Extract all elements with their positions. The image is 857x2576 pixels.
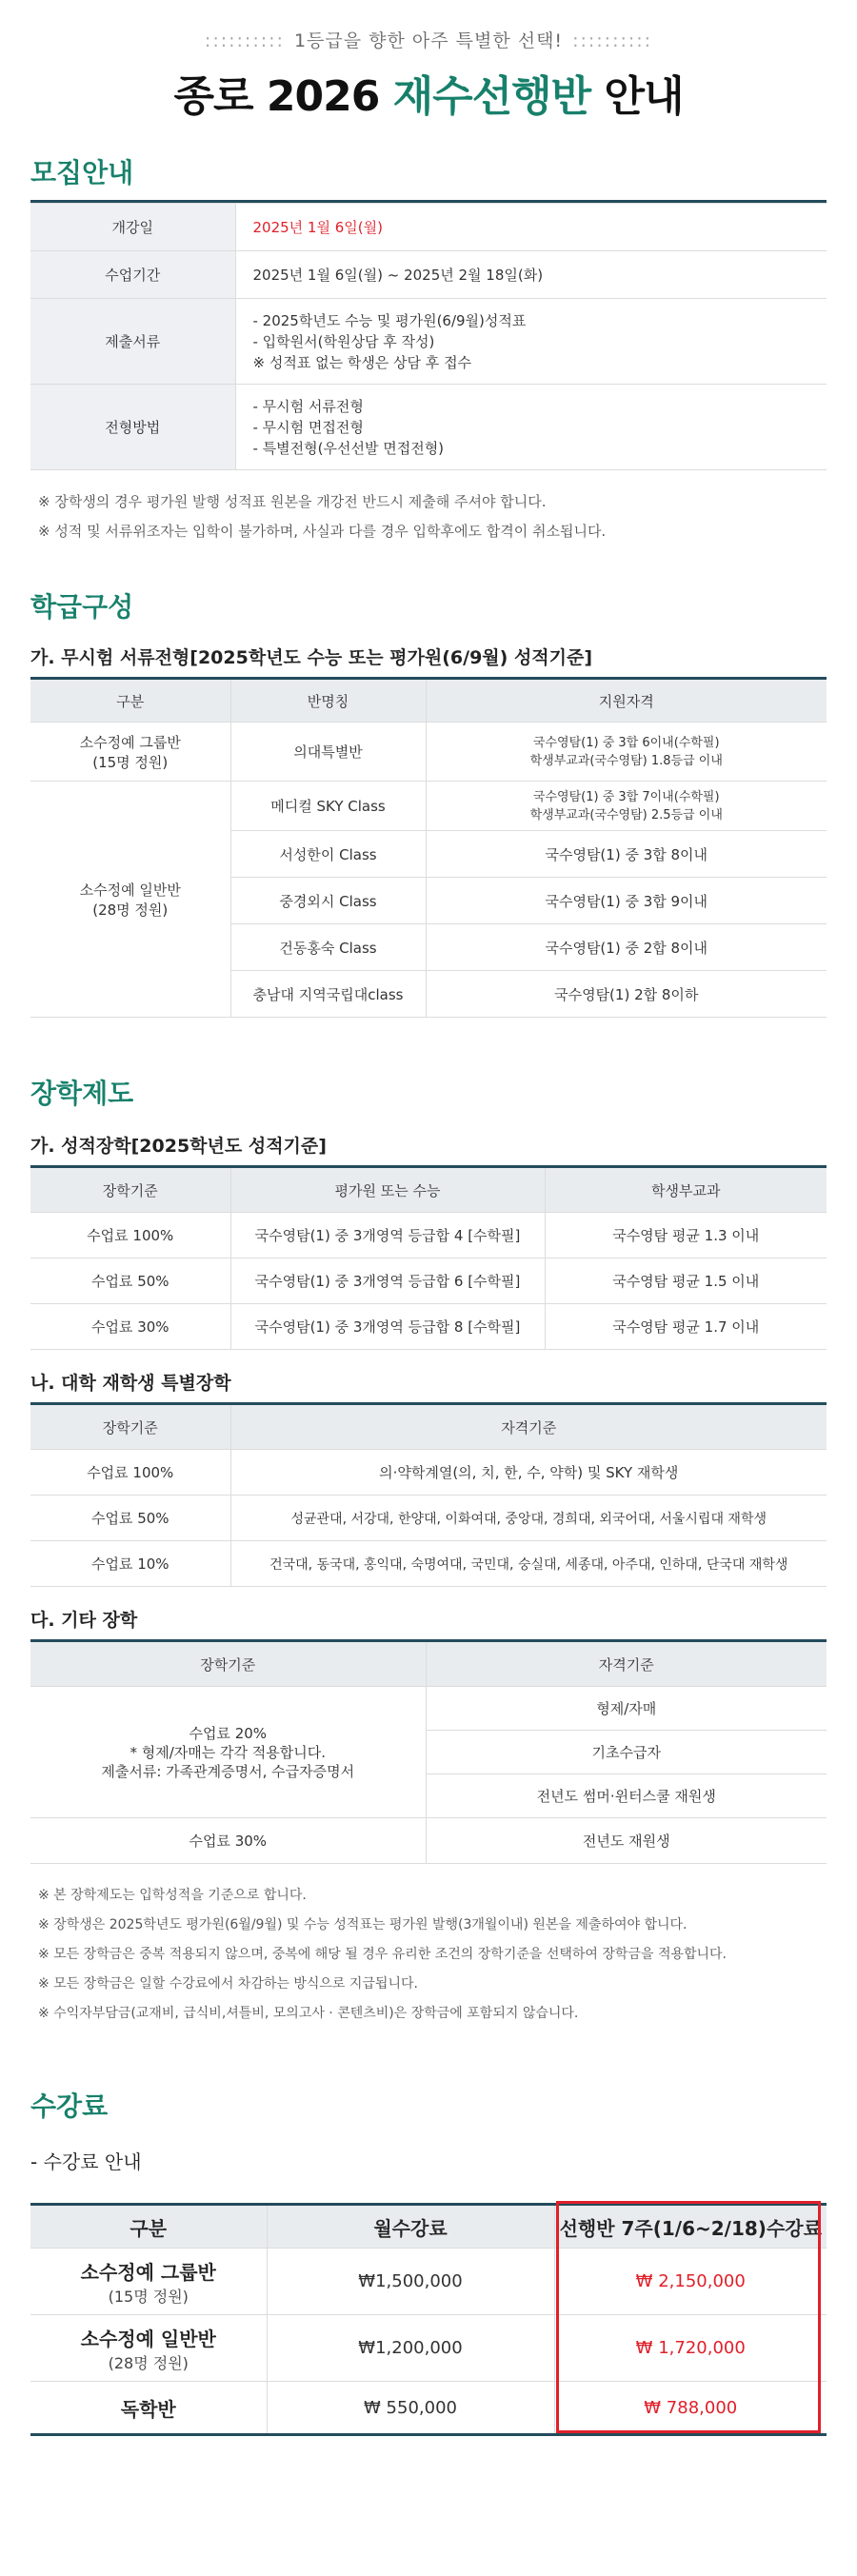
cell: 수업료 30%: [30, 1818, 426, 1864]
hero-title-highlight: 재수선행반: [392, 72, 591, 121]
class-qual: [426, 782, 827, 831]
cell: 전년도 재원생: [426, 1818, 827, 1864]
col-header: 구분: [30, 679, 230, 723]
recruit-section: [0, 152, 857, 546]
scholarship-b-subtitle: 나. 대학 재학생 특별장학: [30, 1373, 231, 1394]
cell: 국수영탐 평균 1.5 이내: [545, 1258, 827, 1304]
qual-line: 학생부교과(국수영탐) 1.8등급 이내: [529, 753, 723, 768]
hero-subtitle-text: 1등급을 향한 아주 특별한 선택!: [293, 30, 564, 51]
hero-dots-left: ::::::::::: [204, 30, 285, 51]
scholarship-b-table: [30, 1402, 827, 1587]
classes-subtitle: 가. 무시험 서류전형[2025학년도 수능 또는 평가원(6/9월) 성적기준]: [30, 647, 593, 668]
note: ※ 모든 장학금은 일할 수강료에서 차감하는 방식으로 지급됩니다.: [38, 1976, 418, 1991]
class-qual: 국수영탐(1) 중 3합 9이내: [426, 878, 827, 924]
qual-line: 국수영탐(1) 중 3합 7이내(수학필): [532, 789, 720, 804]
scholarship-c-table: [30, 1639, 827, 1864]
class-name: 의대특별반: [230, 723, 426, 782]
merged-line: 수업료 20%: [189, 1724, 268, 1742]
cell: 전년도 썸머·윈터스쿨 재원생: [426, 1774, 827, 1818]
start-date: 2025년 1월 6일(월): [252, 218, 383, 236]
doc-line: - 2025학년도 수능 및 평가원(6/9월)성적표: [252, 311, 527, 329]
method-line: - 특별전형(우선선발 면접전형): [252, 439, 445, 457]
recruit-value: [235, 251, 827, 299]
col-header: 학생부교과: [545, 1167, 827, 1213]
merged-line: 제출서류: 가족관계증명서, 수급자증명서: [101, 1762, 355, 1780]
table-header-row: [30, 2205, 827, 2249]
table-row: [30, 1496, 827, 1541]
recruit-value: [235, 299, 827, 385]
hero-title-prefix: 종로 2026: [173, 72, 393, 121]
note: ※ 수익자부담금(교재비, 급식비,셔틀비, 모의고사 · 콘텐츠비)은 장학금에 포함되지 않습니다.: [38, 2006, 579, 2021]
qual-line: 학생부교과(국수영탐) 2.5등급 이내: [529, 807, 723, 822]
recruit-table: [30, 203, 827, 470]
hero-subtitle: [0, 27, 857, 52]
tuition-name: 소수정예 일반반: [80, 2327, 216, 2350]
class-name: 중경외시 Class: [230, 878, 426, 924]
classes-title: 학급구성: [30, 591, 134, 623]
recruit-title: 모집안내: [30, 152, 827, 203]
table-row: [30, 2382, 827, 2435]
table-row: [30, 723, 827, 782]
class-qual: 국수영탐(1) 2합 8이하: [426, 971, 827, 1018]
scholarship-a-subtitle: 가. 성적장학[2025학년도 성적기준]: [30, 1136, 327, 1157]
col-header: 장학기준: [30, 1404, 230, 1450]
group-label: 소수정예 그룹반: [79, 733, 181, 751]
classes-section: [0, 586, 857, 1018]
method-line: - 무시험 면접전형: [252, 418, 364, 436]
cell: 국수영탐(1) 중 3개영역 등급합 4 [수학필]: [230, 1213, 545, 1258]
cell: 수업료 100%: [30, 1450, 230, 1496]
table-row: [30, 1818, 827, 1864]
merged-line: * 형제/자매는 각각 적용합니다.: [130, 1743, 326, 1761]
table-row: [30, 1304, 827, 1350]
col-header: 월수강료: [267, 2205, 554, 2249]
table-row: [30, 2315, 827, 2382]
scholarship-a-table: [30, 1165, 827, 1350]
monthly-fee: ₩1,200,000: [267, 2315, 554, 2382]
class-qual: [426, 723, 827, 782]
col-header: 반명칭: [230, 679, 426, 723]
col-header: 장학기준: [30, 1167, 230, 1213]
cell: 건국대, 동국대, 홍익대, 숙명여대, 국민대, 숭실대, 세종대, 아주대, 인하대, 단국대 재학생: [230, 1541, 827, 1587]
cell: 성균관대, 서강대, 한양대, 이화여대, 중앙대, 경희대, 외국어대, 서울시립대 재학생: [230, 1496, 827, 1541]
recruit-label: 개강일: [30, 204, 235, 251]
cell: 국수영탐(1) 중 3개영역 등급합 6 [수학필]: [230, 1258, 545, 1304]
table-row: [30, 1541, 827, 1587]
tuition-table: [30, 2203, 827, 2436]
table-header-row: [30, 1167, 827, 1213]
cell: 수업료 50%: [30, 1258, 230, 1304]
method-line: - 무시험 서류전형: [252, 397, 364, 415]
cell: 형제/자매: [426, 1687, 827, 1731]
tuition-title: 수강료: [30, 2091, 109, 2122]
class-period: 2025년 1월 6일(월) ~ 2025년 2월 18일(화): [252, 266, 544, 284]
hero: [0, 0, 857, 133]
recruit-notes: [30, 470, 827, 546]
monthly-fee: ₩ 550,000: [267, 2382, 554, 2435]
recruit-row: [30, 204, 827, 251]
class-name: 서성한이 Class: [230, 831, 426, 878]
scholarship-c-subtitle: 다. 기타 장학: [30, 1610, 138, 1631]
table-header-row: [30, 1641, 827, 1687]
scholarship-title: 장학제도: [30, 1078, 134, 1109]
hero-dots-right: ::::::::::: [572, 30, 653, 51]
tuition-name: 독학반: [120, 2397, 176, 2421]
total-fee: ₩ 1,720,000: [554, 2315, 827, 2382]
tuition-name-cell: [30, 2382, 267, 2435]
col-header: 지원자격: [426, 679, 827, 723]
tuition-count: (15명 정원): [108, 2287, 189, 2306]
doc-line: - 입학원서(학원상담 후 작성): [252, 332, 435, 350]
class-name: 건동홍숙 Class: [230, 924, 426, 971]
cell: 국수영탐 평균 1.7 이내: [545, 1304, 827, 1350]
table-header-row: [30, 679, 827, 723]
tuition-name: 소수정예 그룹반: [80, 2260, 216, 2284]
note: ※ 장학생은 2025학년도 평가원(6월/9월) 및 수능 성적표는 평가원 발행(3개월이내) 원본을 제출하여야 합니다.: [38, 1917, 688, 1932]
table-row: [30, 1258, 827, 1304]
cell: 수업료 50%: [30, 1496, 230, 1541]
hero-title: [0, 62, 857, 123]
note: ※ 본 장학제도는 입학성적을 기준으로 합니다.: [38, 1888, 307, 1903]
recruit-label: 제출서류: [30, 299, 235, 385]
hero-title-suffix: 안내: [590, 72, 684, 121]
recruit-row: [30, 385, 827, 470]
group-count: (15명 정원): [92, 753, 169, 771]
note: ※ 모든 장학금은 중복 적용되지 않으며, 중복에 해당 될 경우 유리한 조건의 장학기준을 선택하여 장학금을 적용합니다.: [38, 1947, 727, 1962]
tuition-name-cell: [30, 2315, 267, 2382]
group-cell: [30, 723, 230, 782]
cell: 수업료 100%: [30, 1213, 230, 1258]
table-row: [30, 1450, 827, 1496]
col-header: 자격기준: [426, 1641, 827, 1687]
col-header: 구분: [30, 2205, 267, 2249]
group-count: (28명 정원): [92, 901, 169, 919]
scholarship-section: [0, 1073, 857, 2029]
recruit-row: [30, 299, 827, 385]
doc-line: ※ 성적표 없는 학생은 상담 후 접수: [252, 353, 472, 371]
cell: 수업료 30%: [30, 1304, 230, 1350]
class-qual: 국수영탐(1) 중 3합 8이내: [426, 831, 827, 878]
merged-cell: [30, 1687, 426, 1818]
note: ※ 장학생의 경우 평가원 발행 성적표 원본을 개강전 반드시 제출해 주셔야 합니다.: [38, 493, 547, 510]
table-row: [30, 1687, 827, 1731]
col-header: 평가원 또는 수능: [230, 1167, 545, 1213]
class-name: 메디컬 SKY Class: [230, 782, 426, 831]
qual-line: 국수영탐(1) 중 3합 6이내(수학필): [532, 735, 720, 750]
recruit-value: [235, 385, 827, 470]
group-cell: [30, 782, 230, 1018]
cell: 수업료 10%: [30, 1541, 230, 1587]
tuition-name-cell: [30, 2249, 267, 2315]
class-qual: 국수영탐(1) 중 2합 8이내: [426, 924, 827, 971]
monthly-fee: ₩1,500,000: [267, 2249, 554, 2315]
recruit-label: 수업기간: [30, 251, 235, 299]
cell: 의·약학계열(의, 치, 한, 수, 약학) 및 SKY 재학생: [230, 1450, 827, 1496]
cell: 국수영탐 평균 1.3 이내: [545, 1213, 827, 1258]
recruit-label: 전형방법: [30, 385, 235, 470]
table-row: [30, 1213, 827, 1258]
class-name: 충남대 지역국립대class: [230, 971, 426, 1018]
col-header: 장학기준: [30, 1641, 426, 1687]
total-fee: ₩ 788,000: [554, 2382, 827, 2435]
table-row: [30, 782, 827, 831]
total-fee: ₩ 2,150,000: [554, 2249, 827, 2315]
cell: 국수영탐(1) 중 3개영역 등급합 8 [수학필]: [230, 1304, 545, 1350]
recruit-value: [235, 204, 827, 251]
table-row: [30, 2249, 827, 2315]
table-header-row: [30, 1404, 827, 1450]
cell: 기초수급자: [426, 1731, 827, 1774]
col-header: 선행반 7주(1/6~2/18)수강료: [554, 2205, 827, 2249]
note: ※ 성적 및 서류위조자는 입학이 불가하며, 사실과 다를 경우 입학후에도 합격이 취소됩니다.: [38, 523, 607, 540]
classes-table: [30, 677, 827, 1018]
tuition-section: [0, 2086, 857, 2436]
tuition-subtitle: - 수강료 안내: [30, 2150, 142, 2173]
recruit-row: [30, 251, 827, 299]
group-label: 소수정예 일반반: [79, 881, 181, 899]
scholarship-notes: [30, 1864, 827, 2029]
tuition-count: (28명 정원): [108, 2353, 189, 2372]
col-header: 자격기준: [230, 1404, 827, 1450]
